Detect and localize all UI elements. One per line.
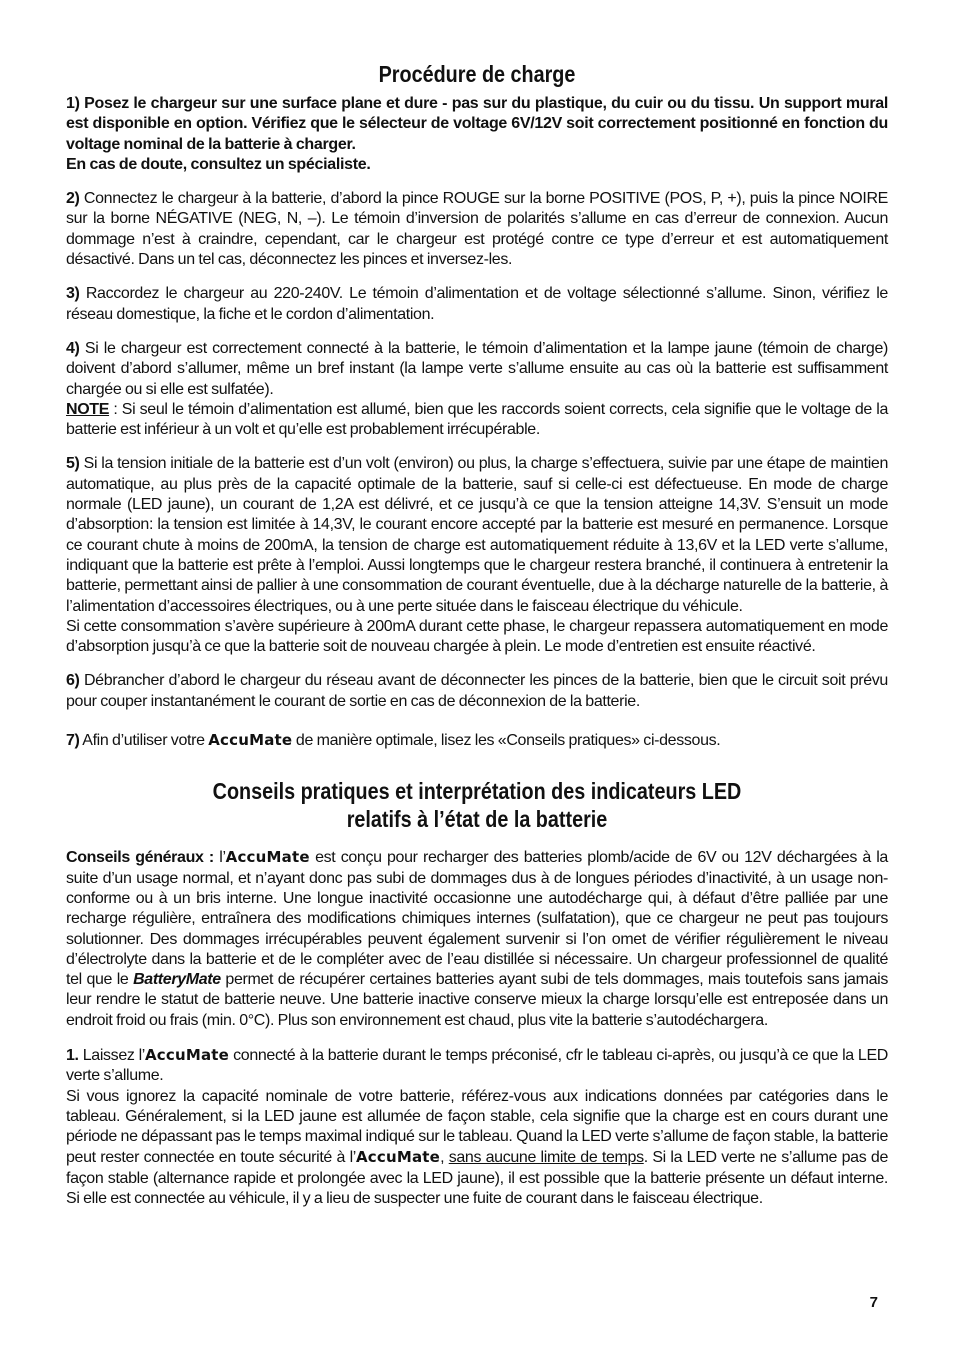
tip-1-text-c: Si vous ignorez la capacité nominale de votre batterie, référez-vous aux indications données par catégories dans le tableau. Généralement, si la LED jaune est allumée de façon stable, cela signifie que la charge est en cours durant une période ne dépassant pas le temps maximal indiqué sur le tableau. Quand la LED verte s’allume de façon stable, la batterie peut rester connectée en toute sécurité à l’: [66, 1087, 888, 1167]
step-6-number: 6): [66, 672, 80, 690]
general-advice-text-c: permet de récupérer certaines batteries ayant subi de tels dommages, mais toutefois sans jamais leur rendre le statut de batterie neuve. Une batterie inactive conserve mieux la charge lorsqu’elle est entreposée dans un endroit froid ou frais (min. 0°C). Plus son environnement est chaud, plus vite la batterie s’autodéchargera.: [66, 971, 888, 1029]
step-4: [66, 339, 888, 400]
step-7-text-a: Afin d’utiliser votre: [82, 732, 205, 750]
tip-1-continued: [66, 1087, 888, 1210]
page-title: Procédure de charge: [378, 61, 576, 87]
general-advice-label: Conseils généraux :: [66, 849, 214, 867]
section-heading-line-2: relatifs à l’état de la batterie: [346, 806, 608, 833]
tip-1-number: 1.: [66, 1046, 79, 1064]
step-7: [66, 730, 888, 751]
document-page: [66, 60, 888, 1223]
brand-name: AccuMate: [144, 1045, 230, 1064]
step-3-number: 3): [66, 285, 80, 303]
section-heading-line-1: Conseils pratiques et interprétation des indicateurs LED: [212, 778, 742, 805]
note-paragraph: [66, 400, 888, 441]
step-4-number: 4): [66, 339, 80, 357]
step-5-text: Si la tension initiale de la batterie est d’un volt (environ) ou plus, la charge s’effectuera, suivie par une étape de maintien automatique, au plus près de la capacité optimale de la batterie, sauf si celle-ci est défectueuse. En mode de charge normale (LED jaune), un courant de 1,2A est délivré, et ce jusqu’à ce que la tension atteigne 14,3V. S’ensuit un mode d’absorption: la tension est limitée à 14,3V, le courant encore accepté par la batterie est mesuré en permanence. Lorsque ce courant chute à moins de 200mA, la tension de charge est automatiquement réduite à 13,6V et la LED verte s’allume, indiquant que la batterie est prête à l’emploi. Aussi longtemps que le chargeur restera branché, il continuera à entretenir la batterie, permettant ainsi de pallier à une consommation de courant éventuelle, due à la décharge naturelle de la batterie, à l’alimentation d’accessoires électriques, ou à une perte située dans le faisceau électrique du véhicule.: [66, 455, 888, 615]
brand-name: AccuMate: [355, 1148, 441, 1167]
tip-1-text-b: connecté à la batterie durant le temps préconisé, cfr le tableau ci-après, ou jusqu’à ce que la LED verte s’allume.: [66, 1046, 888, 1085]
general-advice-text-a: l’: [219, 849, 226, 867]
step-5-number: 5): [66, 455, 80, 473]
step-4-text: Si le chargeur est correctement connecté à la batterie, le témoin d’alimentation et la lampe jaune (témoin de charge) doivent d’abord s’allumer, même un bref instant (la lampe verte s’allume ensuite au cas où la batterie est suffisamment chargée ou si elle est sulfatée).: [66, 339, 888, 398]
general-advice-text-b: est conçu pour recharger des batteries plomb/acide de 6V ou 12V déchargées à la suite d’un usage normal, et n’ayant donc pas subi de dommages dus à de longues périodes d’inactivité, à un usage non-conforme ou à un bris interne. Une longue inactivité occasionne une autodécharge qui, à défaut d’être palliée par une recharge régulière, entraînera des modifications chimiques internes (sulfatation), que ce chargeur ne peut pas toujours solutionner. Des dommages irrécupérables peuvent également survenir si l’on omet de vérifier régulièrement le niveau d’électrolyte dans la batterie et de le compléter avec de l’eau distillée si nécessaire. Un chargeur professionnel de qualité tel que le: [66, 849, 888, 989]
brand-name: AccuMate: [208, 731, 293, 750]
tip-1-text-e: . Si la LED verte ne s’allume pas de façon stable (alternance rapide et prolongée avec la LED jaune), il est possible que la batterie présente un défaut interne. Si elle est connectée au véhicule, il y a lieu de suspecter une fuite de courant dans le faisceau électrique.: [66, 1149, 888, 1208]
step-2: [66, 189, 888, 270]
step-2-text: Connectez le chargeur à la batterie, d’abord la pince ROUGE sur la borne POSITIVE (POS, P, +), puis la pince NOIRE sur la borne NÉGATIVE (NEG, N, –). Le témoin d’inversion de polarités s’allume en cas d’erreur de connexion. Aucun dommage n’est à craindre, cependant, car le chargeur est protégé contre ce type d’erreur et est automatiquement désactivé. Dans un tel cas, déconnectez les pinces et inversez-les.: [66, 190, 888, 269]
tip-1: [66, 1045, 888, 1087]
step-6-text: Débrancher d’abord le chargeur du réseau avant de déconnecter les pinces de la batterie, bien que le circuit soit prévu pour couper instantanément le courant de sortie en cas de déconnexion de la batterie.: [66, 672, 888, 710]
note-text: : Si seul le témoin d’alimentation est allumé, bien que les raccords soient corrects, cela signifie que le voltage de la batterie est inférieur à un volt et qu’elle est probablement irrécupérable.: [66, 400, 888, 439]
tip-1-text-a: Laissez l’: [82, 1046, 145, 1064]
brand-name: AccuMate: [225, 848, 310, 867]
step-7-number: 7): [66, 732, 80, 750]
note-label: NOTE: [66, 400, 110, 418]
step-5-continued: Si cette consommation s’avère supérieure à 200mA durant cette phase, le chargeur repassera automatiquement en mode d’absorption jusqu’à ce que la batterie soit de nouveau chargée à plein. Le mode d’entretien est ensuite réactivé.: [66, 617, 888, 656]
step-1: 1) Posez le chargeur sur une surface plane et dure - pas sur du plastique, du cuir ou du tissu. Un support mural est disponible en option. Vérifiez que le sélecteur de voltage 6V/12V soit correctement positionné en fonction du voltage nominal de la batterie à charger.: [66, 95, 888, 153]
step-7-text-b: de manière optimale, lisez les «Conseils pratiques» ci-dessous.: [295, 732, 721, 750]
step-3-text: Raccordez le chargeur au 220-240V. Le témoin d’alimentation et de voltage sélectionné s’allume. Sinon, vérifiez le réseau domestique, la fiche et le cordon d’alimentation.: [66, 285, 888, 323]
product-batterymate: BatteryMate: [133, 971, 221, 989]
tip-1-text-d: ,: [440, 1149, 445, 1167]
general-advice: [66, 847, 888, 1031]
step-3: [66, 284, 888, 325]
page-number: 7: [869, 1294, 878, 1311]
step-1-advice: En cas de doute, consultez un spécialiste.: [66, 155, 371, 173]
step-2-number: 2): [66, 190, 80, 208]
step-5: [66, 454, 888, 616]
tip-1-underlined: sans aucune limite de temps: [448, 1149, 644, 1167]
step-6: [66, 671, 888, 712]
section-heading: [124, 777, 831, 833]
